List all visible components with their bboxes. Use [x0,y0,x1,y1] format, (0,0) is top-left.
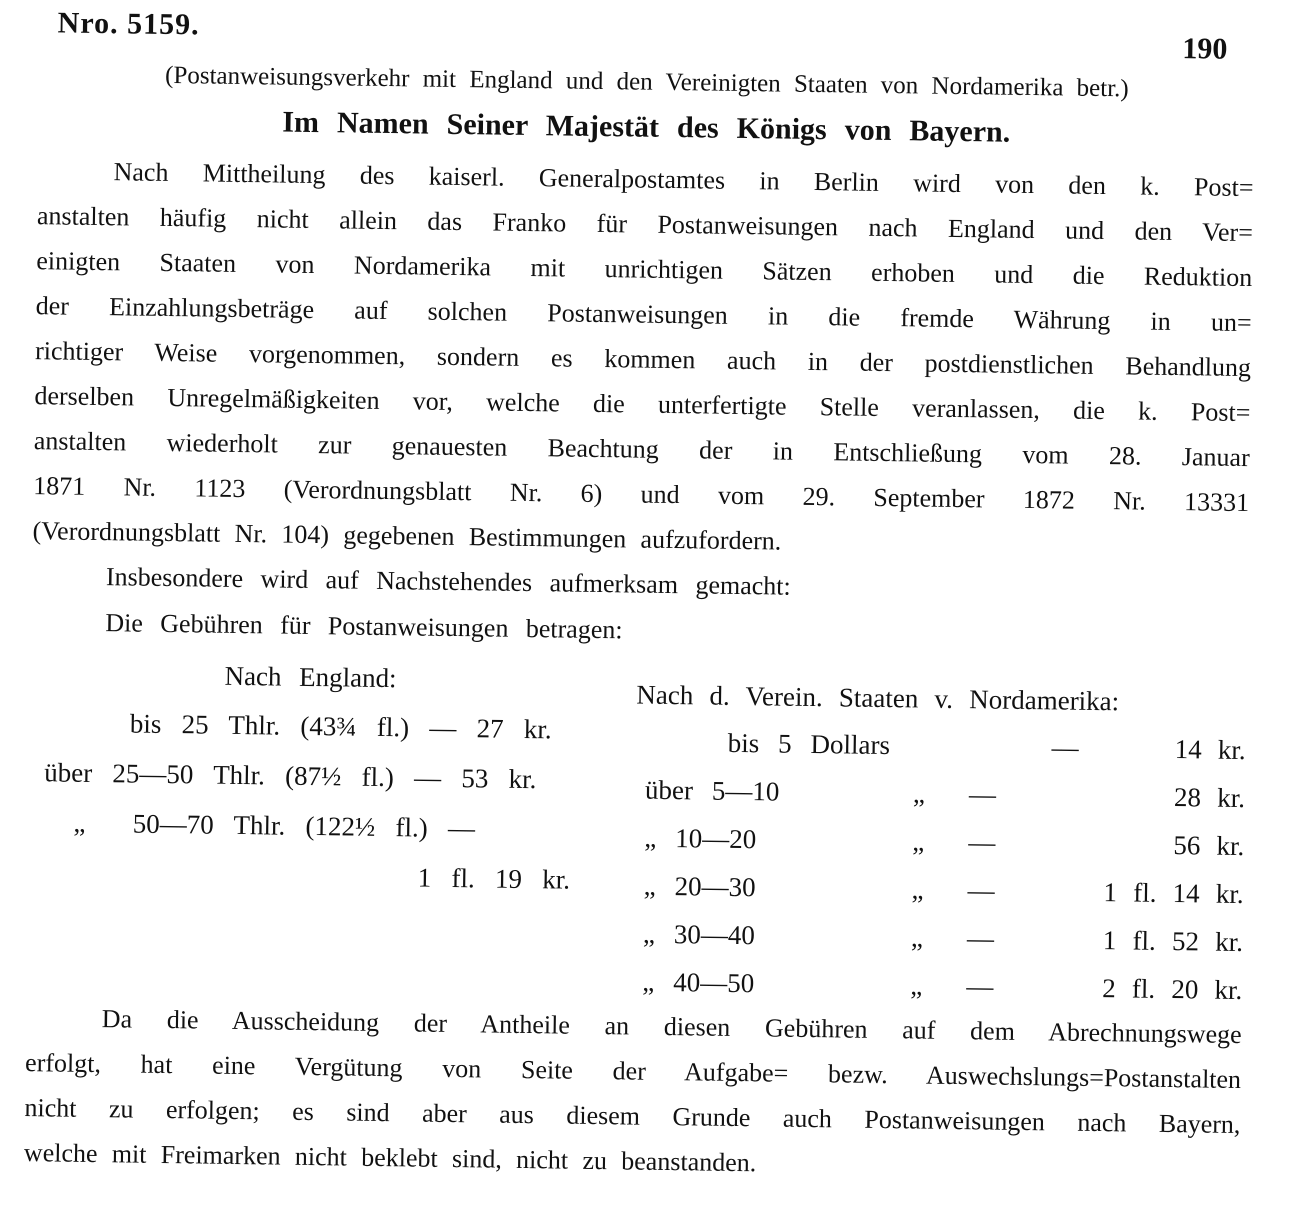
paragraph-line: anstalten wiederholt zur genauesten Beachtung der in Entschließung vom 28. Januar [33,426,1250,473]
doc-number: Nro. 5159. [57,6,200,42]
fee-tables [26,649,1247,1004]
fee-range: bis 5 Dollars [727,727,891,761]
paragraph-line: einigten Staaten von Nordamerika mit unrichtigen Sätzen erhoben und die Reduktion [36,246,1253,293]
paragraph-line: derselben Unregelmäßigkeiten vor, welche die unterfertigte Stelle veranlassen, die k. Post= [34,381,1251,428]
paragraph-line: 1871 Nr. 1123 (Verordnungsblatt Nr. 6) und vom 29. September 1872 Nr. 13331 [33,471,1250,518]
paragraph-line: der Einzahlungsbeträge auf solchen Postanweisungen in die fremde Währung in un= [35,291,1252,338]
dash-rule: — [967,875,995,906]
fee-amount: 2 fl. 20 kr. [1101,973,1243,1006]
paragraph-line: (Verordnungsblatt Nr. 104) gegebenen Bestimmungen aufzufordern. [32,516,782,556]
fee-row: bis 25 Thlr. (43¾ fl.) — 27 kr. [129,708,552,745]
fee-amount: 1 fl. 52 kr. [1102,925,1244,958]
subject-line: (Postanweisungsverkehr mit England und den Vereinigten Staaten von Nordamerika betr.) [164,61,1129,103]
ditto-mark: „ [912,778,926,809]
fees-england-table [27,649,630,905]
dash-rule: — [968,779,997,810]
ditto-mark: „ [910,970,923,1001]
dash-rule: — [1051,732,1079,763]
fee-row: „ 50—70 Thlr. (122½ fl.) — [73,807,476,844]
fee-row [627,861,1244,918]
notice-line-1: Insbesondere wird auf Nachstehendes aufmerksam gemacht: [105,562,791,601]
fee-range: über 5—10 [644,774,780,807]
notice-line-2: Die Gebühren für Postanweisungen betragen: [105,608,623,645]
dash-rule: — [966,971,994,1002]
main-paragraph [32,148,1254,570]
paragraph-line: nicht zu erfolgen; es sind aber aus diesem Grunde auch Postanweisungen nach Bayern, [24,1093,1241,1140]
closing-paragraph [24,995,1242,1192]
paragraph-line: Nach Mittheilung des kaiserl. Generalpostamtes in Berlin wird von den k. Post= [113,157,1254,203]
ditto-mark [995,723,1052,772]
fees-usa-table [626,671,1247,1014]
proclamation-title: Im Namen Seiner Majestät des Königs von Bayern. [282,105,1011,149]
fee-row: über 25—50 Thlr. (87½ fl.) — 53 kr. [44,757,537,795]
fee-amount: 56 kr. [1173,830,1245,862]
paragraph-line: anstalten häufig nicht allein das Franko für Postanweisungen nach England und den Ver= [36,201,1254,248]
fee-amount: 14 kr. [1174,734,1246,766]
paragraph-line: richtiger Weise vorgenommen, sondern es kommen auch in der postdienstlichen Behandlung [34,336,1252,383]
fee-row-continuation: 1 fl. 19 kr. [417,862,571,895]
fee-row [626,957,1243,1014]
fees-england-header: Nach England: [224,660,397,694]
fee-row [629,717,1246,774]
ditto-mark: „ [912,826,925,857]
fee-amount: 1 fl. 14 kr. [1103,877,1244,910]
fee-range: „ 20—30 [643,870,756,903]
page-number: 190 [1182,32,1228,66]
fee-row [629,765,1246,822]
fee-range: „ 30—40 [642,918,756,951]
fee-amount: 28 kr. [1173,782,1246,814]
dash-rule: — [968,827,996,858]
dash-rule: — [966,923,995,954]
ditto-mark: „ [911,874,924,905]
fee-row [627,909,1244,966]
paragraph-line: Da die Ausscheidung der Antheile an diesen Gebühren auf dem Abrechnungswege [101,1004,1242,1050]
paragraph-line: welche mit Freimarken nicht beklebt sind, nicht zu beanstanden. [23,1138,757,1178]
paragraph-line: erfolgt, hat eine Vergütung von Seite der Aufgabe= bezw. Auswechslungs=Postanstalten [24,1048,1242,1095]
ditto-mark: „ [910,922,924,953]
fee-range: „ 40—50 [642,966,755,999]
fee-range: „ 10—20 [644,822,757,855]
fees-usa-header: Nach d. Verein. Staaten v. Nordamerika: [636,679,1120,717]
fee-row [628,813,1245,870]
page-header [39,6,1255,67]
